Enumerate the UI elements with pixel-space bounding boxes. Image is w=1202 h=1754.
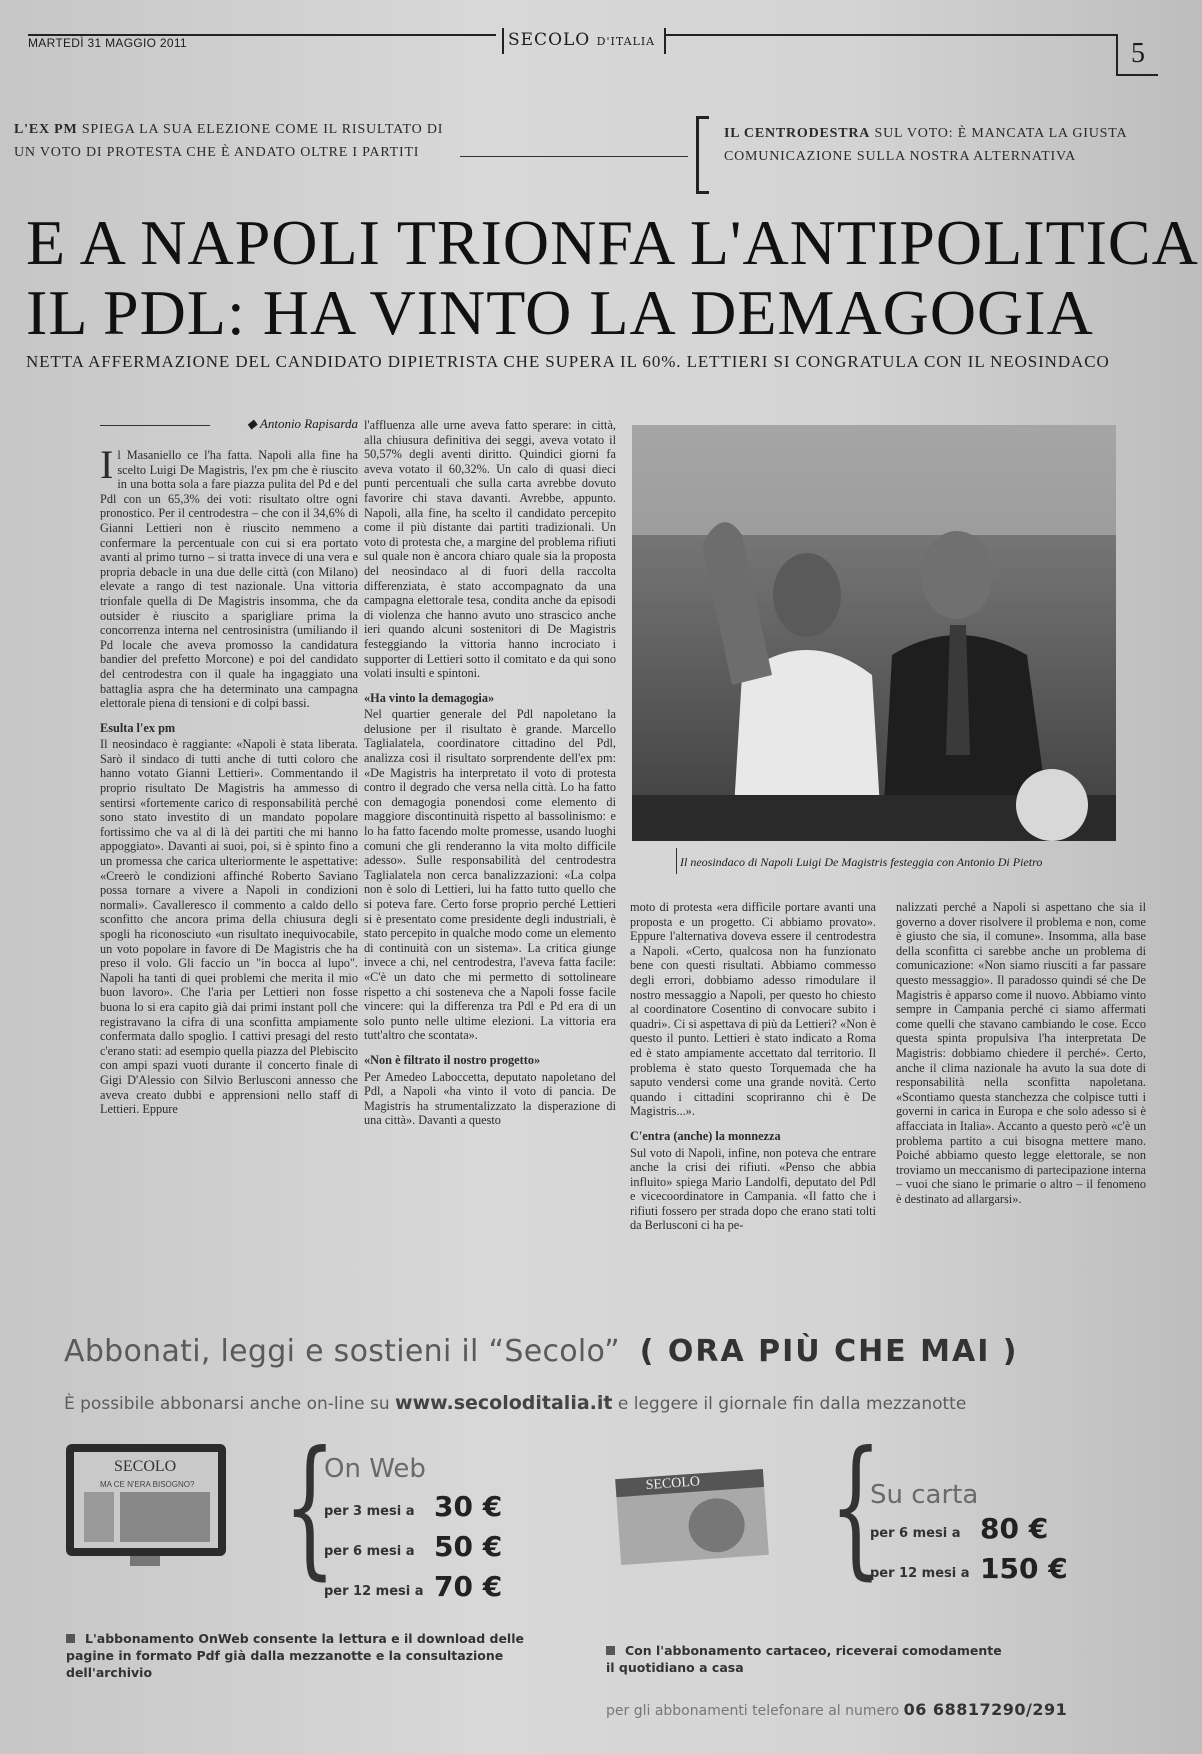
header-divider-2 (664, 28, 666, 54)
price-row: per 12 mesi a 150 € (870, 1552, 1068, 1585)
article-photo (632, 425, 1116, 841)
subscription-phone: per gli abbonamenti telefonare al numero 06 68817290/291 (606, 1700, 1068, 1719)
article-column-2: l'affluenza alle urne aveva fatto sperare: in città, alla chiusura definitiva dei seggi, aveva votato il 50,57% degli aventi diritto. Quindici giorni fa aveva votato il 60,32%. Un calo di quasi dieci punti percentuali che sulla carta avrebbe dovuto favorire chi stava davanti. Avrebbe, appunto. Napoli, alla fine, ha scelto il candidato percepito come il più distante dai partiti tradizionali. Un voto di protesta che, a margine del problema rifiuti sul quale non è ancora chiaro quale sia la proposta del neosindaco al di fuori della raccolta differenziata, è stato accompagnato da una campagna elettorale tesa, condita anche da episodi di violenza che hanno avuto uno strascico anche ieri quando alcuni sostenitori di De Magistris festeggiando la vittoria hanno incrociato i supporter di Lettieri sotto il comitato e da qui sono volati insulti e spintoni. «Ha vinto la demagogia» Nel quartier generale del Pdl napoletano la delusione per il risultato è grande. Marcello Taglialatela, coordinatore cittadino del Pdl, analizza così il risultato sorprendente dell'ex pm: «De Magistris ha interpretato il voto di protesta contro il degrado che versa nella città. Lo ha fatto con demagogia ponendosi come elemento di maggiore discontinuità rispetto al bassolinismo: e lo ha fatto facendo molte promesse, usando luoghi comuni che gli renderanno la vita molto difficile adesso». Sulle responsabilità del centrodestra Taglialatela non cerca banalizzazioni: «La colpa non è solo di Lettieri, lui ha fatto tutto quello che si poteva fare. Certo forse proprio perché Lettieri si è presentato come presidente degli industriali, è stato percepito in qualche modo come un elemento di continuità con un sistema». La critica giunge invece a chi, nel centrodestra, l'aveva fatta facile: «C'è un dato che mi permetto di sottolineare rispetto a chi sosteneva che a Napoli fosse facile vincere: qui la differenza tra Pdl e Pd era di un solo punto nelle ultime elezioni. La vittoria era tutt'altro che scontata». «Non è filtrato il nostro progetto» Per Amedeo Laboccetta, deputato napoletano del Pdl, a Napoli «ha vinto il voto di pancia. De Magistris ha strumentalizzato la disperazione di una città». Davanti a questo (364, 418, 616, 1128)
photo-illustration (632, 425, 1116, 841)
subscription-ad-subtitle: È possibile abbonarsi anche on-line su www.secoloditalia.it e leggere il giornale fin dalla mezzanotte (64, 1392, 967, 1414)
brace-left-paper: { (829, 1420, 882, 1594)
bullet-icon (606, 1646, 615, 1655)
kicker-rule (460, 156, 688, 157)
page-number: 5 (1116, 34, 1158, 76)
byline: ◆ Antonio Rapisarda (100, 416, 358, 432)
price-row: per 12 mesi a 70 € (324, 1570, 503, 1603)
caption-rule (676, 848, 677, 874)
newspaper-icon: SECOLO (615, 1469, 769, 1565)
subheadline: NETTA AFFERMAZIONE DEL CANDIDATO DIPIETRISTA CHE SUPERA IL 60%. LETTIERI SI CONGRATULA CON IL NEOSINDACO (26, 352, 1110, 371)
masthead: SECOLO D'ITALIA (508, 30, 656, 50)
subscription-ad-title: Abbonati, leggi e sostieni il “Secolo” ( ORA PIÙ CHE MAI ) (64, 1334, 1019, 1369)
note-web: L'abbonamento OnWeb consente la lettura e il download delle pagine in formato Pdf già dalla mezzanotte e la consultazione dell'archivio (66, 1631, 524, 1680)
website-link[interactable]: www.secoloditalia.it (395, 1392, 613, 1414)
bullet-icon (66, 1634, 75, 1643)
headline: E A NAPOLI TRIONFA L'ANTIPOLITICA IL PDL: HA VINTO LA DEMAGOGIA (26, 207, 1199, 348)
monitor-stand (130, 1556, 160, 1566)
kicker-right: IL CENTRODESTRA SUL VOTO: È MANCATA LA GIUSTA COMUNICAZIONE SULLA NOSTRA ALTERNATIVA (724, 126, 1127, 164)
article-subheading: «Non è filtrato il nostro progetto» (364, 1052, 541, 1067)
plan-web-prices (324, 1490, 524, 1610)
article-subheading: Esulta l'ex pm (100, 720, 176, 735)
article-column-1: Il Masaniello ce l'ha fatta. Napoli alla fine ha scelto Luigi De Magistris, l'ex pm che è riuscito in una botta sola a fare piazza pulita del Pd e del Pdl con un 65,3% dei voti: risultato oltre ogni pronostico. Per il centrodestra – che con il 34,6% di Gianni Lettieri non è riuscito nemmeno a confermare la percentuale con cui si era portato avanti al primo turno – si tratta invece di una vera e propria debacle in una due delle città (con Milano) elevate a rango di test nazionale. Una vittoria trionfale quella di De Magistris insomma, che da outsider è riuscito a sparigliare prima la concorrenza interna nel centrosinistra (umiliando il Pd locale che aveva promosso la candidatura bandier del prefetto Morcone) e poi del candidato del centrodestra con il quale ha ingaggiato una battaglia aspra che ha determinato una campagna elettorale piena di tensioni e di colpi bassi. Esulta l'ex pm Il neosindaco è raggiante: «Napoli è stata liberata. Sarò il sindaco di tutti anche di tutti coloro che hanno votato Gianni Lettieri». Commentando il proprio risultato De Magistris ha ammesso di sentirsi «fortemente carico di responsabilità perché sono stato investito di un mandato popolare fortissimo che va al di là dei partiti che mi hanno appoggiato». Davanti ai suoi, poi, si è spinto fino a un promessa che carica ulteriormente le aspettative: «Creerò le condizioni affinché Roberto Saviano possa tornare a vivere a Napoli in condizioni normali». Cavalleresco il commento a caldo dello sconfitto che ancora prima della chiusura degli spogli ha riconosciuto «un risultato inequivocabile, un voto popolare in favore di De Magistris che ha preso il volo. Gli faccio un "in bocca al lupo". Napoli ha tanti di quei problemi che merita il mio buon lavoro». Che l'aria per Lettieri non fosse buona lo si era capito già dai primi instant poll che registravano la cifra di una sconfitta ampiamente confermata dallo spoglio. I cattivi presagi del resto c'erano stati: ad esempio quella piazza del Plebiscito con ampi spazi vuoti durante il concerto finale di Gigi D'Alessio con Silvio Berlusconi annesso che aveva creato dubbi e apprensioni nello staff di Lettieri. Eppure (100, 448, 358, 1117)
plan-paper-prices (870, 1512, 1070, 1592)
price-row: per 6 mesi a 50 € (324, 1530, 503, 1563)
article-subheading: C'entra (anche) la monnezza (630, 1128, 781, 1143)
issue-date: MARTEDÌ 31 MAGGIO 2011 (28, 36, 187, 50)
kicker-left: L'EX PM SPIEGA LA SUA ELEZIONE COME IL RISULTATO DI UN VOTO DI PROTESTA CHE È ANDATO OLTRE I PARTITI (14, 122, 444, 160)
header-rule-left (28, 34, 178, 36)
article-subheading: «Ha vinto la demagogia» (364, 690, 495, 705)
header-rule-right (664, 34, 1116, 36)
header-rule-mid (178, 34, 496, 36)
price-row: per 3 mesi a 30 € (324, 1490, 503, 1523)
plan-web-title: On Web (324, 1454, 426, 1484)
article-column-4: nalizzati perché a Napoli si aspettano che sia il governo a dover risolvere il problema e non, come è giusto che sia, il comune». Insomma, alla base della sconfitta ci sarebbe anche un problema di comunicazione: «Non siamo riusciti a far passare questo messaggio». Il paradosso quindi sé che De Magistris è apparso come il nuovo. Abbiamo vinto sempre in Campania perché ci siamo affermati come quelli che stavano cambiando le cose. Ecco questa spinta propulsiva l'ha interpretata De Magistris: dobbiamo chiedere il perché». Certo, anche il clima nazionale ha avuto la sua dote di responsabilità nella sconfitta napoletana. «Scontiamo questa stanchezza che colpisce tutti i governi in carica in Europa e che solo adesso si è affacciata in Italia». Accanto a questo però «c'è un problema partito a cui bisogna mettere mano. Poiché abbiamo questo legge elettorale, se non troviamo un meccanismo di partecipazione interna – vuoi che siano le primarie o altro – il fenomeno è destinato ad allargarsi». (896, 900, 1146, 1206)
brace-left-web: { (283, 1420, 336, 1594)
note-paper: Con l'abbonamento cartaceo, riceverai comodamente il quotidiano a casa (606, 1643, 1002, 1675)
article-column-3: moto di protesta «era difficile portare avanti una proposta e un progetto. Ci abbiamo provato». Eppure l'alternativa doveva essere il centrodestra a Napoli. «Certo, qualcosa non ha funzionato bene con questi risultati. Abbiamo commesso degli errori, dobbiamo adesso rimodulare il nostro messaggio a Napoli, per questo ho chiesto al coordinatore Cosentino di convocare subito i quadri». Ci si aspettava di più da Lettieri? «Non è questo il punto. Lettieri è stato indicato a Roma ed è stato ampiamente accettato dal territorio. Il problema è stato questo Torquemada che ha saputo vendersi come una grande novità. Certo quando i cittadini scopriranno chi è De Magistris...». C'entra (anche) la monnezza Sul voto di Napoli, infine, non poteva che entrare anche la crisi dei rifiuti. «Penso che abbia influito» spiega Mario Landolfi, deputato del Pdl e vicecoordinatore in Campania. «Il fatto che i rifiuti fossero per strada dopo che erano stati tolti da Berlusconi ci ha pe- (630, 900, 876, 1233)
monitor-icon: SECOLO MA CE N'ERA BISOGNO? (66, 1444, 226, 1556)
header-divider (502, 28, 504, 54)
phone-number[interactable]: 06 68817290/291 (903, 1700, 1068, 1719)
kicker-bracket (696, 116, 709, 194)
plan-paper-title: Su carta (870, 1480, 979, 1510)
photo-caption: Il neosindaco di Napoli Luigi De Magistris festeggia con Antonio Di Pietro (680, 855, 1043, 869)
price-row: per 6 mesi a 80 € (870, 1512, 1049, 1545)
